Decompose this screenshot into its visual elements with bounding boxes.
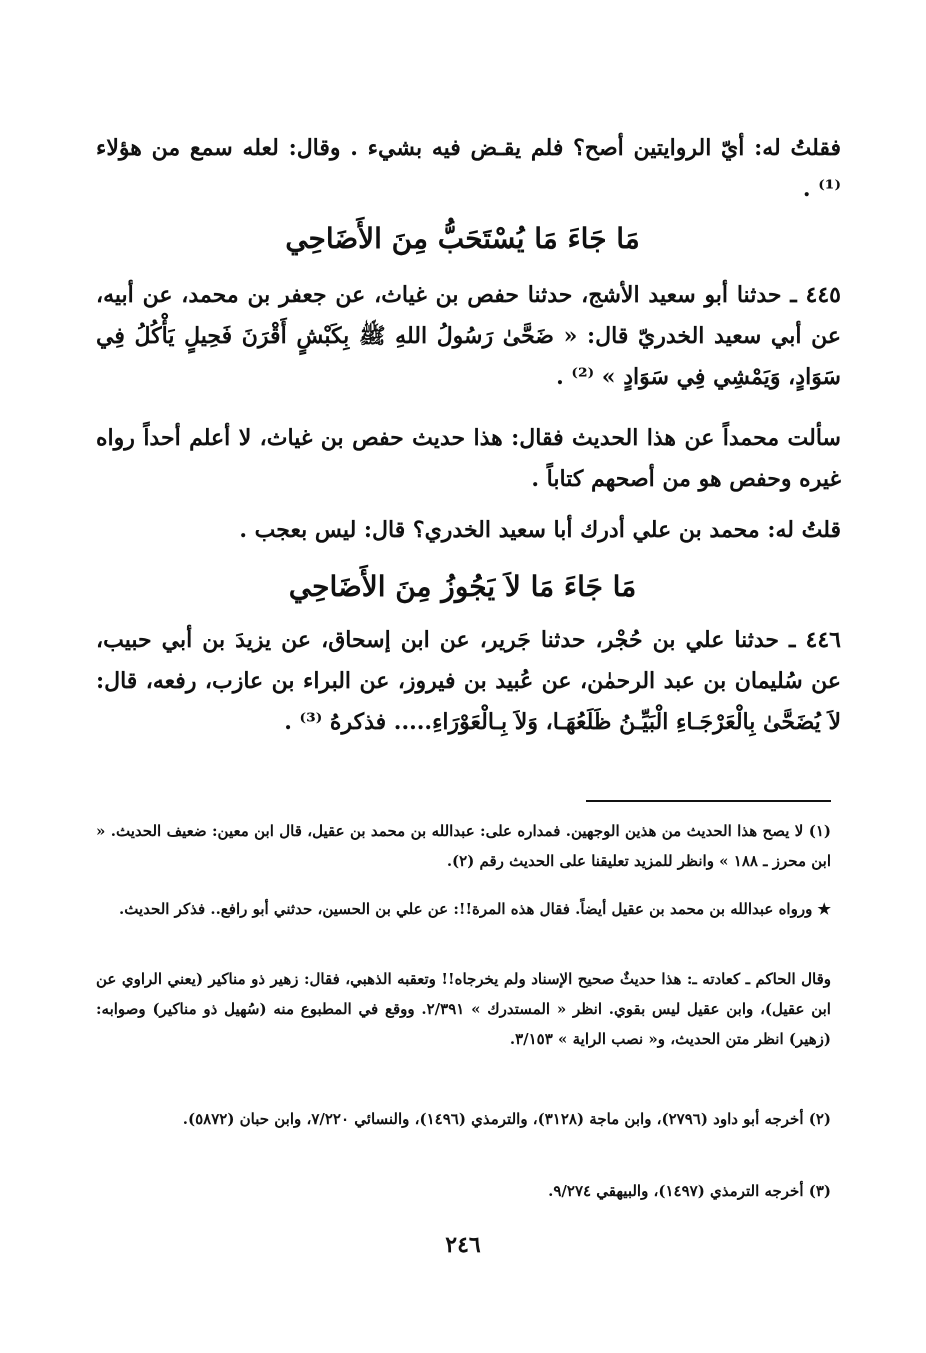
footnote-3: (٣) أخرجه الترمذي (١٤٩٧)، والبيهقي ٩/٢٧٤. (548, 1182, 831, 1200)
footnote-1: (١) لا يصح هذا الحديث من هذين الوجهين. فمداره على: عبدالله بن محمد بن عقيل، قال ابن معين: ضعيف الحديث. « ابن محرز ـ ١٨٨ » وانظر للمزيد تعليقنا على الحديث رقم (٢). (96, 822, 831, 870)
chapter-heading-recommended-sacrifices: مَا جَاءَ مَا يُسْتَحَبُّ مِنَ الأَضَاحِي (285, 222, 640, 255)
paragraph-question-narrations: فقلتُ له: أيّ الروايتين أصح؟ فلم يقـض فيه بشيء . وقال: لعله سمع من هؤلاء ⁽¹⁾ . (96, 135, 841, 202)
footnote-2: (٢) أخرجه أبو داود (٢٧٩٦)، وابن ماجة (٣١٢٨)، والترمذي (١٤٩٦)، والنسائي ٧/٢٢٠، وابن حبان (٥٨٧٢). (182, 1110, 831, 1128)
page-number: ٢٤٦ (445, 1232, 481, 1258)
hadith-446: ٤٤٦ ـ حدثنا علي بن حُجْر، حدثنا جَرير، عن ابن إسحاق، عن يزيدَ بن أبي حبيب، عن سُليمان بن عبد الرحمٰن، عن عُبيد بن فيروز، عن البراء بن عازب، رفعه، قال: لاَ يُضَحَّىٰ بِالْعَرْجَـاءِ الْبَيِّـنُ ظَلَعُهَـا، وَلاَ بِـالْعَوْرَاءِ..... فذكرهُ ⁽³⁾ . (96, 627, 841, 735)
paragraph-muhammad-ibn-ali: قلتُ له: محمد بن علي أدرك أبا سعيد الخدري؟ قال: ليس بعجب . (239, 517, 841, 543)
chapter-heading-impermissible-sacrifices: مَا جَاءَ مَا لاَ يَجُوزُ مِنَ الأَضَاحِي (288, 570, 637, 603)
footnote-1-continued: ★ ورواه عبدالله بن محمد بن عقيل أيضاً. فقال هذه المرة!!: عن علي بن الحسين، حدثني أبو رافع.. فذكر الحديث. (119, 900, 831, 918)
hadith-445: ٤٤٥ ـ حدثنا أبو سعيد الأشج، حدثنا حفص بن غياث، عن جعفر بن محمد، عن أبيه، عن أبي سعيد الخدريّ قال: « ضَحَّىٰ رَسُولُ اللهِ ﷺ بِكَبْشٍ أَقْرَنَ فَحِيلٍ يَأْكُلُ فِي سَوَادٍ، وَيَمْشِي فِي سَوَادٍ » ⁽²⁾ . (96, 282, 841, 390)
paragraph-asked-muhammad: سألت محمداً عن هذا الحديث فقال: هذا حديث حفص بن غياث، لا أعلم أحداً رواه غيره وحفص هو من أصحهم كتاباً . (96, 425, 841, 492)
footnote-divider (586, 800, 831, 802)
footnote-1-hakim: وقال الحاكم ـ كعادته ـ: هذا حديثٌ صحيح الإسناد ولم يخرجاه!! وتعقبه الذهبي، فقال: زهير ذو مناكير (يعني الراوي عن ابن عقيل)، وابن عقيل ليس بقوي. انظر « المستدرك » ٢/٣٩١. ووقع في المطبوع منه (سُهيل ذو مناكير) وصوابه: (زهير) انظر متن الحديث، و« نصب الراية » ٣/١٥٣. (96, 970, 831, 1048)
